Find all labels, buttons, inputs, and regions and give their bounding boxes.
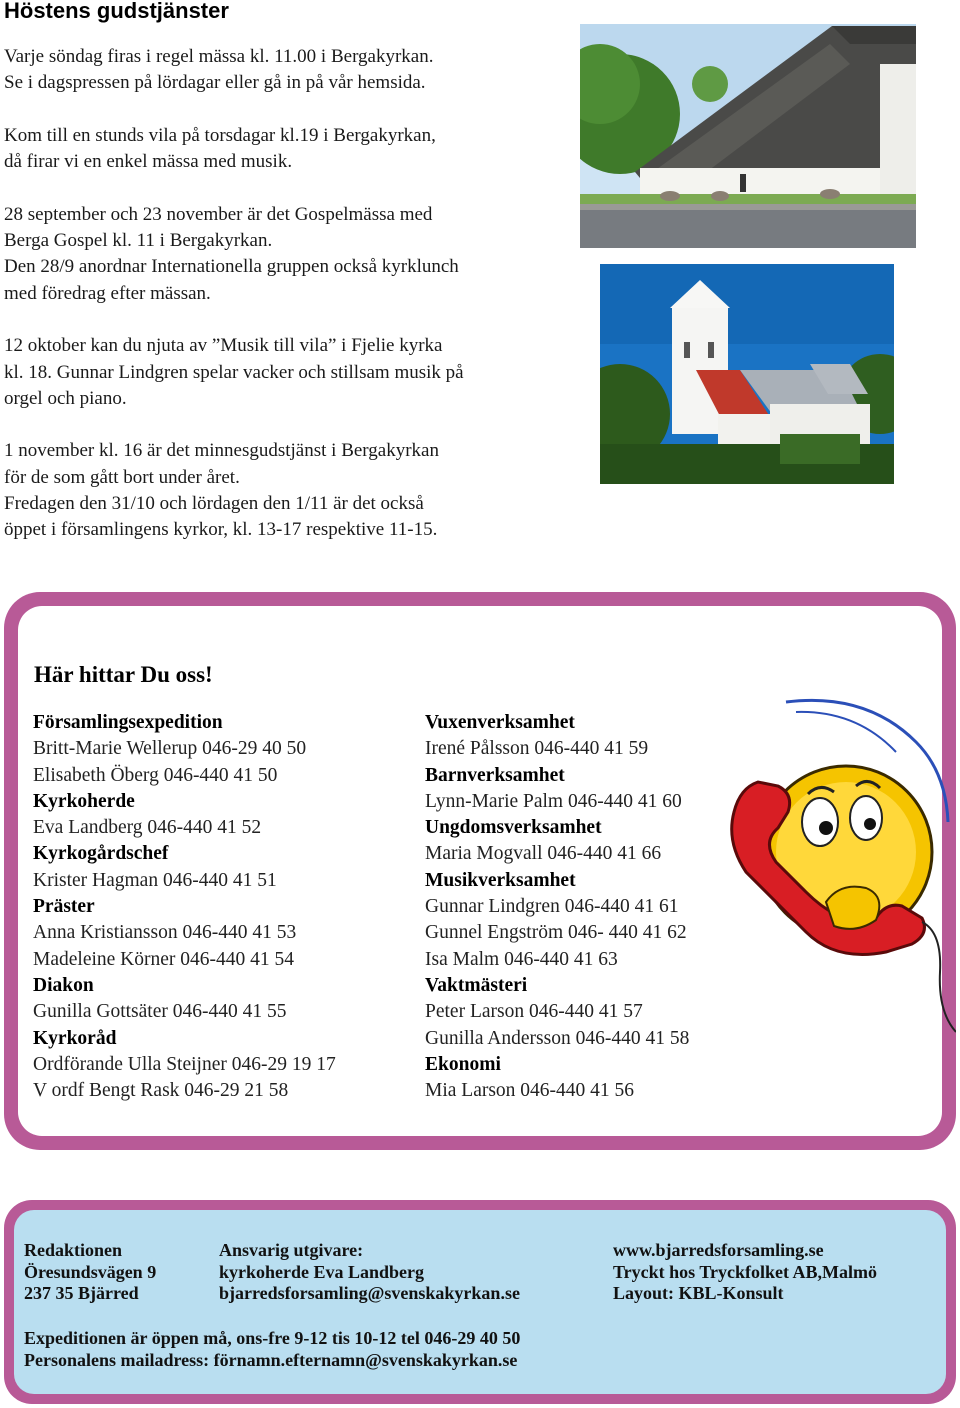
footer-editorial (24, 1240, 156, 1305)
footer-print-info (613, 1240, 877, 1305)
contact-role: Diakon (33, 974, 94, 996)
footer-frame (4, 1200, 956, 1404)
footer-opening-hours (24, 1328, 520, 1371)
service-paragraph (4, 438, 564, 543)
contact-column-left (33, 710, 336, 1104)
contact-person: Lynn-Marie Palm 046-440 41 60 (425, 790, 682, 812)
footer-line: Ansvarig utgivare: (219, 1240, 364, 1260)
footer-website: www.bjarredsforsamling.se (613, 1240, 824, 1260)
footer-line: Layout: KBL-Konsult (613, 1283, 784, 1303)
page-heading: Höstens gudstjänster (4, 0, 229, 23)
fjelie-kyrka-photo (600, 264, 894, 484)
contact-role: Kyrkoråd (33, 1027, 117, 1049)
service-line: för de som gått bort under året. (4, 466, 240, 488)
contact-role: Vuxenverksamhet (425, 712, 575, 733)
service-line: 28 september och 23 november är det Gospelmässa med (4, 203, 433, 225)
contact-person: Anna Kristiansson 046-440 41 53 (33, 922, 297, 944)
contact-role: Kyrkogårdschef (33, 843, 169, 865)
footer-panel (14, 1210, 946, 1394)
footer-line: Expeditionen är öppen må, ons-fre 9-12 tis 10-12 tel 046-29 40 50 (24, 1328, 521, 1348)
contact-role: Musikverksamhet (425, 869, 576, 891)
service-line: 12 oktober kan du njuta av ”Musik till vila” i Fjelie kyrka (4, 335, 443, 357)
contact-person: Ordförande Ulla Steijner 046-29 19 17 (33, 1053, 336, 1075)
contact-person: Elisabeth Öberg 046-440 41 50 (33, 764, 278, 786)
contact-role: Vaktmästeri (425, 974, 528, 996)
contact-panel (18, 606, 942, 1136)
contact-person: Gunilla Gottsäter 046-440 41 55 (33, 1001, 287, 1023)
service-line: Berga Gospel kl. 11 i Bergakyrkan. (4, 230, 273, 252)
contact-person: V ordf Bengt Rask 046-29 21 58 (33, 1080, 289, 1102)
contact-person: Gunilla Andersson 046-440 41 58 (425, 1027, 690, 1049)
service-paragraph (4, 333, 564, 412)
service-line: Fredagen den 31/10 och lördagen den 1/11 är det också (4, 493, 424, 515)
service-line: då firar vi en enkel mässa med musik. (4, 151, 293, 173)
services-text (4, 44, 564, 570)
contact-person: Eva Landberg 046-440 41 52 (33, 817, 262, 839)
contact-role: Ekonomi (425, 1053, 501, 1075)
footer-email: bjarredsforsamling@svenskakyrkan.se (219, 1283, 520, 1303)
service-line: kl. 18. Gunnar Lindgren spelar vacker och stillsam musik på (4, 361, 464, 383)
contact-role: Församlingsexpedition (33, 712, 223, 733)
service-line: öppet i församlingens kyrkor, kl. 13-17 respektive 11-15. (4, 519, 438, 541)
contact-person: Isa Malm 046-440 41 63 (425, 948, 618, 970)
contact-person: Britt-Marie Wellerup 046-29 40 50 (33, 738, 307, 760)
contact-role: Ungdomsverksamhet (425, 817, 602, 839)
contact-role: Barnverksamhet (425, 764, 565, 786)
service-paragraph (4, 44, 564, 97)
bergakyrkan-photo (580, 24, 916, 248)
service-line: Varje söndag firas i regel mässa kl. 11.00 i Bergakyrkan. (4, 46, 434, 67)
service-paragraph (4, 123, 564, 176)
contact-person: Maria Mogvall 046-440 41 66 (425, 843, 662, 865)
service-line: Se i dagspressen på lördagar eller gå in på vår hemsida. (4, 72, 426, 94)
footer-line: Tryckt hos Tryckfolket AB,Malmö (613, 1261, 877, 1282)
footer-line: Redaktionen (24, 1240, 123, 1260)
service-paragraph (4, 202, 564, 307)
service-line: orgel och piano. (4, 387, 127, 409)
contact-frame (4, 592, 956, 1150)
service-line: Den 28/9 anordnar Internationella gruppen också kyrklunch (4, 256, 459, 278)
service-line: 1 november kl. 16 är det minnesgudstjänst i Bergakyrkan (4, 440, 439, 462)
contact-role: Präster (33, 896, 95, 918)
service-line: med föredrag efter mässan. (4, 282, 211, 304)
service-line: Kom till en stunds vila på torsdagar kl.19 i Bergakyrkan, (4, 124, 436, 146)
footer-line: Öresundsvägen 9 (24, 1261, 157, 1282)
contact-person: Gunnel Engström 046- 440 41 62 (425, 922, 687, 944)
telephone-mascot-icon (716, 682, 956, 1046)
footer-line: 237 35 Bjärred (24, 1283, 139, 1303)
contact-person: Peter Larson 046-440 41 57 (425, 1001, 643, 1023)
contact-person: Irené Pålsson 046-440 41 59 (425, 738, 649, 760)
contact-title: Här hittar Du oss! (34, 662, 213, 687)
footer-line: kyrkoherde Eva Landberg (219, 1261, 425, 1282)
footer-publisher (219, 1240, 520, 1305)
contact-person: Mia Larson 046-440 41 56 (425, 1080, 635, 1102)
contact-person: Madeleine Körner 046-440 41 54 (33, 948, 295, 970)
contact-column-right (425, 710, 689, 1104)
contact-role: Kyrkoherde (33, 790, 135, 812)
contact-person: Gunnar Lindgren 046-440 41 61 (425, 896, 679, 918)
footer-line: Personalens mailadress: förnamn.efternamn@svenskakyrkan.se (24, 1349, 518, 1370)
contact-person: Krister Hagman 046-440 41 51 (33, 869, 277, 891)
